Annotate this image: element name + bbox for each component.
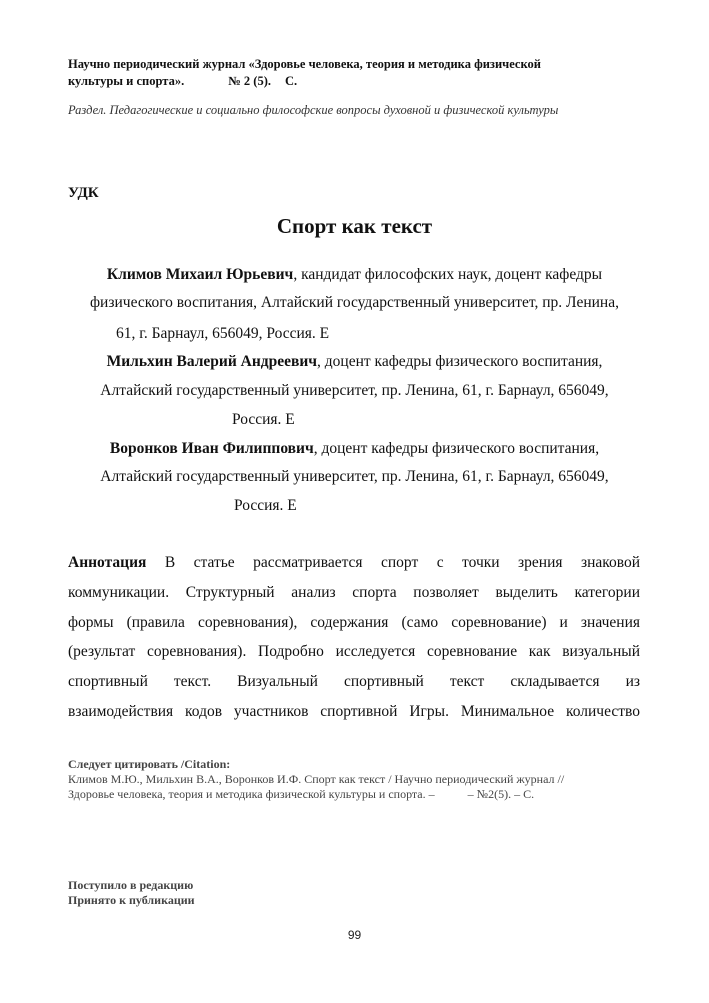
author-2-line2: Алтайский государственный университет, пр. Ленина, 61, г. Барнаул, 656049,	[100, 382, 609, 399]
author-3-affiliation: , доцент кафедры физического воспитания,	[313, 440, 600, 457]
author-3-line3: Россия. E	[234, 497, 297, 514]
page-number: 99	[347, 928, 362, 942]
abstract-line3: формы (правила соревнования), содержания (само соревнование) и значения	[68, 614, 640, 631]
author-2-affiliation: , доцент кафедры физического воспитания,	[317, 353, 603, 370]
author-1-name: Климов Михаил Юрьевич	[106, 266, 294, 283]
abstract-line5: спортивный текст. Визуальный спортивный текст складывается из	[68, 673, 640, 690]
journal-title-end: культуры и спорта».	[68, 74, 185, 88]
citation-line1: Климов М.Ю., Мильхин В.А., Воронков И.Ф. Спорт как текст / Научно периодический журнал //	[68, 772, 565, 786]
abstract-line6: взаимодействия кодов участников спортивной Игры. Минимальное количество	[68, 703, 640, 720]
author-1-line2: физического воспитания, Алтайский государственный университет, пр. Ленина,	[90, 294, 619, 311]
author-1-affiliation: , кандидат философских наук, доцент кафедры	[293, 266, 603, 283]
issue-pages: С.	[284, 74, 298, 88]
abstract-label: Аннотация	[68, 554, 147, 571]
author-3-line1	[0, 440, 709, 458]
author-2-name: Мильхин Валерий Андреевич	[106, 353, 318, 370]
issue-number: № 2 (5).	[228, 74, 271, 88]
accepted-label: Принято к публикации	[68, 893, 195, 907]
abstract-line1	[68, 554, 640, 572]
citation-heading: Следует цитировать /Citation:	[68, 757, 231, 771]
section-label: Раздел. Педагогические и социально философские вопросы духовной и физической культуры	[68, 103, 559, 117]
received-label: Поступило в редакцию	[68, 878, 194, 892]
abstract-text-1: В статье рассматривается спорт с точки зрения знаковой	[164, 554, 640, 571]
author-1-line3: 61, г. Барнаул, 656049, Россия. E	[116, 325, 330, 342]
abstract-line4: (результат соревнования). Подробно исследуется соревнование как визуальный	[68, 643, 640, 660]
journal-header	[68, 56, 648, 90]
author-3-line2: Алтайский государственный университет, пр. Ленина, 61, г. Барнаул, 656049,	[100, 468, 609, 485]
citation-line2: Здоровье человека, теория и методика физической культуры и спорта. – – №2(5). – С.	[68, 787, 535, 801]
journal-title-line2	[68, 73, 648, 90]
abstract-line2: коммуникации. Структурный анализ спорта позволяет выделить категории	[68, 584, 640, 601]
journal-title-line1: Научно периодический журнал «Здоровье человека, теория и методика физической	[68, 57, 541, 71]
author-1-line1	[0, 266, 709, 284]
udk-label: УДК	[68, 185, 99, 201]
article-title: Спорт как текст	[276, 214, 433, 238]
author-3-name: Воронков Иван Филиппович	[109, 440, 314, 457]
author-2-line1	[0, 353, 709, 371]
author-2-line3: Россия. E	[232, 411, 295, 428]
